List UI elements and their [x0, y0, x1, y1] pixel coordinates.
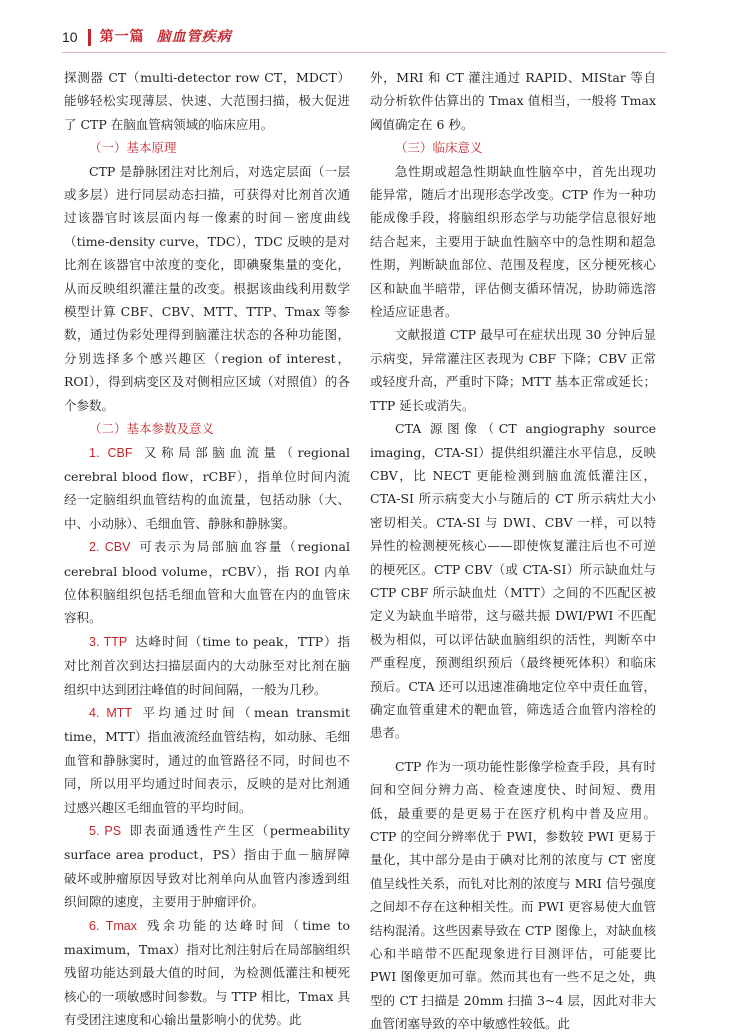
param-ps [64, 819, 350, 914]
param-label: 5. PS [89, 824, 122, 838]
param-tmax [64, 914, 350, 1032]
header-divider [88, 29, 91, 46]
heading-clinical-significance: （三）临床意义 [395, 140, 483, 156]
param-text: 又称局部脑血流量（regional cerebral blood flow，rCBF），指单位时间内流经一定脑组织血管结构的血流量，包括动脉（大、中、小动脉）、毛细血管、静脉和静脉窦。 [64, 444, 350, 531]
param-text: 达峰时间（time to peak，TTP）指对比剂首次到达扫描层面内的大动脉至对比剂在脑组织中达到团注峰值的时间间隔，一般为几秒。 [64, 633, 351, 697]
param-label: 2. CBV [89, 540, 131, 555]
param-label: 6. Tmax [89, 918, 137, 933]
param-label: 4. MTT [89, 705, 133, 720]
param-label: 3. TTP [89, 634, 128, 649]
param-text: 平均通过时间（mean transmit time，MTT）指血液流经血管结构，如动脉、毛细血管和静脉窦时，通过的血管路径不同，时间也不同，所以用平均通过时间表示，反映的是对比剂通过感兴趣区毛细血管的平均时间。 [64, 704, 350, 815]
clinical-paragraph: 文献报道 CTP 最早可在症状出现 30 分钟后显示病变，异常灌注区表现为 CBF 下降；CBV 正常或轻度升高，严重时下降；MTT 基本正常或延长；TTP 延长或消失。 [370, 327, 656, 413]
param-label: 1. CBF [89, 445, 133, 460]
param-text: 即表面通透性产生区（permeability surface area product，PS）指由于血－脑屏障破坏或肿瘤原因导致对比剂单向从血管内渗透到组织间隙的速度，主要用于肿瘤评价。 [64, 823, 350, 910]
param-mtt [64, 701, 350, 819]
running-header [62, 27, 232, 47]
clinical-paragraph: 急性期或超急性期缺血性脑卒中，首先出现功能异常，随后才出现形态学改变。CTP 作为一种功能成像手段，将脑组织形态学与功能学信息很好地结合起来，主要用于缺血性脑卒中的急性期和超急性期，判断缺血部位、范围及程度，区分梗死核心区和缺血半暗带，评估侧支循环情况，协助筛选溶栓适应证患者。 [370, 163, 656, 320]
chapter-title: 第一篇 [99, 29, 145, 45]
left-column [64, 66, 350, 1032]
section-title: 脑血管疾病 [156, 29, 232, 45]
clinical-paragraph: CTA 源图像（CT angiography source imaging，CTA-SI）提供组织灌注水平信息，反映 CBV，比 NECT 更能检测到脑血流低灌注区，CTA-SI 所示病变大小与随后的 CT 所示病灶大小密切相关。CTA-SI 与 DWI、CBV 一样，可以特异性的检测梗死核心——即使恢复灌注后也不可逆的梗死区。CTP CBV（或 CTA-SI）所示缺血灶与 CTP CBF 所示缺血灶（MTT）之间的不匹配区被定义为缺血半暗带，这与磁共振 DWI/PWI 不匹配极为相似，可以评估缺血脑组织的活性，判断卒中严重程度，预测组织预后（最终梗死体积）和临床预后。CTA 还可以迅速准确地定位卒中责任血管，确定血管重建术的靶血管，筛选适合血管内溶栓的患者。 [370, 421, 656, 741]
continuation-paragraph: 外，MRI 和 CT 灌注通过 RAPID、MIStar 等自动分析软件估算出的 Tmax 值相当，一般将 Tmax 阈值确定在 6 秒。 [370, 70, 656, 132]
param-ttp [64, 630, 350, 701]
principle-paragraph: CTP 是静脉团注对比剂后，对选定层面（一层或多层）进行同层动态扫描，可获得对比剂首次通过该器官时该层面内每一像素的时间－密度曲线（time-density curve，TDC），TDC 反映的是对比剂在该器官中浓度的变化，即碘聚集量的变化，从而反映组织灌注量的改变。根据该曲线利用数学模型计算 CBF、CBV、MTT、TTP、Tmax 等参数，通过伪彩处理得到脑灌注状态的各种功能图，分别选择多个感兴趣区（region of interest，ROI），得到病变区及对侧相应区域（对照值）的各个参数。 [64, 163, 350, 413]
param-text: 残余功能的达峰时间（time to maximum，Tmax）指对比剂注射后在局部脑组织残留功能达到最大值的时间，为检测低灌注和梗死核心的一项敏感时间参数。与 TTP 相比，Tmax 具有受团注速度和心输出量影响小的优势。此 [64, 917, 351, 1028]
paragraph-gap [370, 745, 656, 755]
param-cbf [64, 441, 350, 536]
param-cbv [64, 535, 350, 630]
right-column [370, 66, 656, 1036]
clinical-paragraph: CTP 作为一项功能性影像学检查手段，具有时间和空间分辨力高、检查速度快、时间短、费用低，最重要的是更易于在医疗机构中普及应用。CTP 的空间分辨率优于 PWI，参数较 PWI 更易于量化，其中部分是由于碘对比剂的浓度与 CT 密度值呈线性关系，而钆对比剂的浓度与 MRI 信号强度之间却不存在这种相关性。而 PWI 更容易使大血管结构混淆。这些因素导致在 CTP 图像上，对缺血核心和半暗带不匹配现象进行目测评估，可能要比 PWI 图像更加可靠。然而其也有一些不足之处，典型的 CT 扫描是 20mm 扫描 3~4 层，因此对非大血管闭塞导致的卒中敏感性较低。此 [370, 758, 656, 1032]
param-text: 可表示为局部脑血容量（regional cerebral blood volume，rCBV），指 ROI 内单位体积脑组织包括毛细血管和大血管在内的血管床容积。 [64, 539, 350, 626]
intro-paragraph: 探测器 CT（multi-detector row CT，MDCT）能够轻松实现薄层、快速、大范围扫描，极大促进了 CTP 在脑血管病领域的临床应用。 [64, 70, 350, 132]
heading-basic-parameters: （二）基本参数及意义 [89, 421, 215, 437]
header-rule [62, 52, 666, 53]
heading-basic-principle: （一）基本原理 [89, 140, 177, 156]
page-number: 10 [62, 29, 78, 45]
